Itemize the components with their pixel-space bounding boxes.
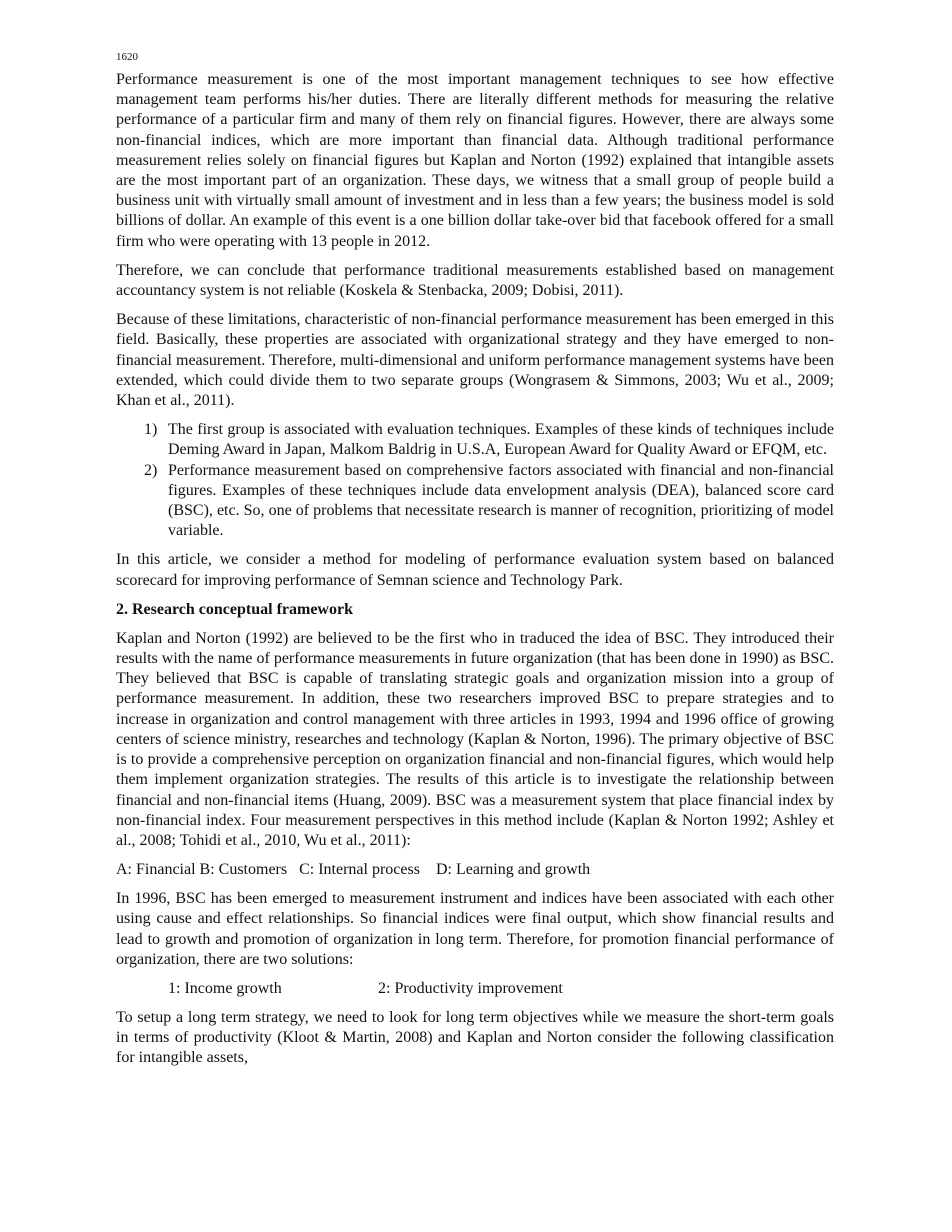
paragraph-cause-effect: In 1996, BSC has been emerged to measurement instrument and indices have been associated with each other using cause and effect relationships. So financial indices were final output, which show financial results and lead to growth and promotion of organization in long term. Therefore, for promotion financial performance of organization, there are two solutions: bbox=[116, 890, 834, 968]
groups-list bbox=[116, 420, 834, 541]
section-heading: 2. Research conceptual framework bbox=[116, 600, 353, 618]
paragraph-limitations: Because of these limitations, characteristic of non-financial performance measurement has been emerged in this field. Basically, these properties are associated with organizational strategy and they have emerged to non-financial measurement. Therefore, multi-dimensional and uniform performance management systems have been extended, which could divide them to two separate groups (Wongrasem & Simmons, 2003; Wu et al., 2009; Khan et al., 2011). bbox=[116, 311, 834, 410]
list-item-number: 1) bbox=[144, 421, 158, 439]
solution-income-growth: 1: Income growth bbox=[168, 979, 282, 997]
paragraph-long-term-strategy: To setup a long term strategy, we need to look for long term objectives while we measure the short-term goals in terms of productivity (Kloot & Martin, 2008) and Kaplan and Norton consider the following classification for intangible assets, bbox=[116, 1008, 834, 1067]
bsc-perspectives: A: Financial B: Customers C: Internal process D: Learning and growth bbox=[116, 861, 591, 879]
list-item-text: The first group is associated with evaluation techniques. Examples of these kinds of techniques include Deming Award in Japan, Malkom Baldrig in U.S.A, European Award for Quality Award or EFQM, etc. bbox=[168, 421, 834, 459]
paragraph-performance-measurement: Performance measurement is one of the most important management techniques to see how effective management team performs his/her duties. There are literally different methods for measuring the relative performance of a particular firm and many of them rely on financial figures. However, there are always some non-financial indices, which are more important than financial data. Although traditional performance measurement relies solely on financial figures but Kaplan and Norton (1992) explained that intangible assets are the most important part of an organization. These days, we witness that a small group of people build a business unit with virtually small amount of investment and in less than a few years; the business model is sold billions of dollar. An example of this event is a one billion dollar take-over bid that facebook offered for a small firm who were operating with 13 people in 2012. bbox=[116, 71, 834, 250]
paragraph-kaplan-norton: Kaplan and Norton (1992) are believed to be the first who in traduced the idea of BSC. They introduced their results with the name of performance measurements in future organization (that has been done in 1990) as BSC. They believed that BSC is capable of translating strategic goals and organization mission into a group of performance measurement. In addition, these two researchers improved BSC to prepare strategies and to increase in organization and control management with three articles in 1993, 1994 and 1996 office of growing centers of science ministry, researches and technology (Kaplan & Norton, 1996). The primary objective of BSC is to provide a comprehensive perception on organization financial and non-financial figures, which would help them implement organization strategies. The results of this article is to investigate the relationship between financial and non-financial items (Huang, 2009). BSC was a measurement system that place financial index by non-financial index. Four measurement perspectives in this method include (Kaplan & Norton 1992; Ashley et al., 2008; Tohidi et al., 2010, Wu et al., 2011): bbox=[116, 629, 834, 849]
list-item bbox=[116, 420, 834, 460]
list-item-text: Performance measurement based on comprehensive factors associated with financial and non-financial figures. Examples of these techniques include data envelopment analysis (DEA), balanced score card (BSC), etc. So, one of problems that necessitate research is manner of recognition, prioritizing of model variable. bbox=[168, 461, 834, 540]
paragraph-conclusion: Therefore, we can conclude that performance traditional measurements established based on management accountancy system is not reliable (Koskela & Stenbacka, 2009; Dobisi, 2011). bbox=[116, 261, 834, 300]
list-item-number: 2) bbox=[144, 461, 158, 479]
page-number: 1620 bbox=[116, 51, 138, 63]
solution-productivity: 2: Productivity improvement bbox=[378, 979, 563, 997]
document-page bbox=[116, 50, 834, 1078]
list-item bbox=[116, 461, 834, 542]
solutions-list bbox=[168, 979, 834, 999]
paragraph-article-scope: In this article, we consider a method for modeling of performance evaluation system based on balanced scorecard for improving performance of Semnan science and Technology Park. bbox=[116, 551, 834, 589]
